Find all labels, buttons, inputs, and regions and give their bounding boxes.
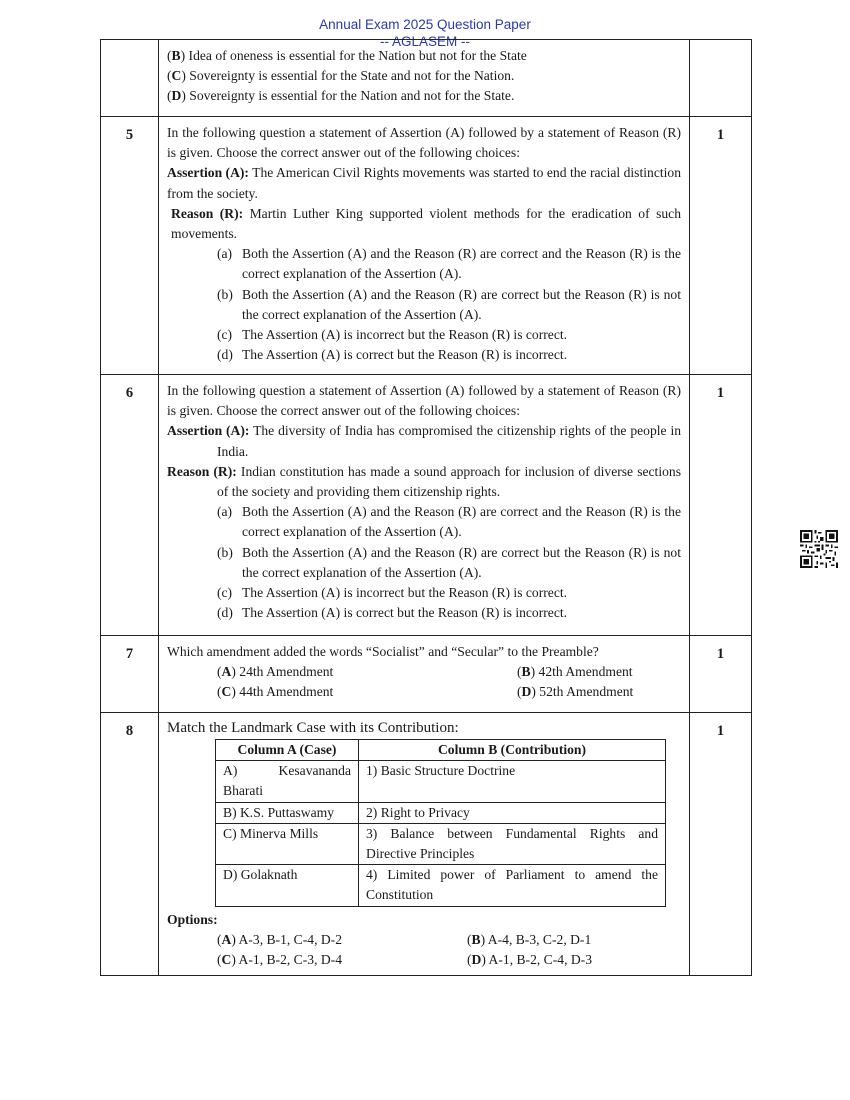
option-b: (B) Idea of oneness is essential for the Nation but not for the State [167,48,527,63]
marks: 1 [690,713,752,976]
option-d: (D) A-1, B-2, C-4, D-3 [467,952,593,968]
option-b: (b) Both the Assertion (A) and the Reason (R) are correct but the Reason (R) is not the correct explanation of the Assertion (A). [217,544,681,580]
case-cell: D) Golaknath [216,865,359,906]
match-table [215,739,666,907]
question-text: Match the Landmark Case with its Contribution: [167,720,459,736]
contribution-cell: 2) Right to Privacy [359,802,666,823]
reason: Reason (R): Martin Luther King supported violent methods for the eradication of such movements. [171,205,681,242]
question-row-5 [101,117,752,375]
contribution-cell: 1) Basic Structure Doctrine [359,761,666,802]
question-row-8 [101,713,752,976]
question-body-6 [159,375,690,636]
question-number-cell [101,40,159,117]
options-row-2 [167,950,681,970]
option-b: (B) 42th Amendment [517,664,633,680]
option-d: (d) The Assertion (A) is correct but the Reason (R) is incorrect. [217,605,568,621]
question-body-8 [159,713,690,976]
question-number: 8 [101,713,159,976]
option-c: (C) Sovereignty is essential for the State and not for the Nation. [167,68,515,84]
options-row-1 [167,930,681,950]
marks: 1 [690,375,752,636]
qr-code-icon[interactable] [800,530,838,568]
match-row [216,823,666,864]
option-d: (D) 52th Amendment [517,684,634,700]
options-row-2 [167,682,681,702]
option-a: (a) Both the Assertion (A) and the Reason (R) are correct and the Reason (R) is the correct explanation of the Assertion (A). [217,246,681,282]
match-header-row [216,740,666,761]
question-body-5 [159,117,690,375]
case-cell: B) K.S. Puttaswamy [216,802,359,823]
option-c: (C) 44th Amendment [217,684,334,700]
option-d: (D) Sovereignty is essential for the Nation and not for the State. [167,88,515,104]
contribution-cell: 3) Balance between Fundamental Rights and Directive Principles [359,823,666,864]
question-intro: In the following question a statement of Assertion (A) followed by a statement of Reason (R) is given. Choose the correct answer out of the following choices: [167,125,681,161]
assertion: Assertion (A): The diversity of India has compromised the citizenship rights of the people in India. [167,423,682,459]
option-a: (A) A-3, B-1, C-4, D-2 [217,931,343,947]
column-a-header: Column A (Case) [216,740,359,761]
option-c: (C) A-1, B-2, C-3, D-4 [217,952,343,968]
marks-cell [690,40,752,117]
match-row [216,802,666,823]
option-a: (A) 24th Amendment [217,664,334,680]
option-c: (c) The Assertion (A) is incorrect but the Reason (R) is correct. [217,327,568,343]
match-row [216,761,666,802]
question-number: 6 [101,375,159,636]
option-c: (c) The Assertion (A) is incorrect but the Reason (R) is correct. [217,585,568,601]
column-b-header: Column B (Contribution) [359,740,666,761]
option-d: (d) The Assertion (A) is correct but the Reason (R) is incorrect. [217,347,568,363]
case-cell: A) Kesavananda Bharati [216,761,359,802]
options-label: Options: [167,911,218,927]
page-header-title: Annual Exam 2025 Question Paper [319,17,531,32]
question-row-4-continued [101,40,752,117]
options-row-1 [167,662,681,682]
assertion: Assertion (A): The American Civil Rights movements was started to end the racial distinction from the society. [167,165,682,201]
question-number: 7 [101,636,159,713]
marks: 1 [690,636,752,713]
question-body-7 [159,636,690,713]
question-number: 5 [101,117,159,375]
option-a: (a) Both the Assertion (A) and the Reason (R) are correct and the Reason (R) is the correct explanation of the Assertion (A). [217,504,681,540]
question-table [100,39,752,976]
option-b: (b) Both the Assertion (A) and the Reason (R) are correct but the Reason (R) is not the correct explanation of the Assertion (A). [217,286,681,322]
match-row [216,865,666,906]
page-header-subtitle: -- AGLASEM -- [379,34,470,49]
question-row-7 [101,636,752,713]
question-body-4 [159,40,690,117]
reason: Reason (R): Indian constitution has made a sound approach for inclusion of diverse sections of the society and providing them citizenship rights. [167,463,681,500]
option-b: (B) A-4, B-3, C-2, D-1 [467,931,592,947]
case-cell: C) Minerva Mills [216,823,359,864]
question-intro: In the following question a statement of Assertion (A) followed by a statement of Reason (R) is given. Choose the correct answer out of the following choices: [167,383,681,419]
question-text: Which amendment added the words “Socialist” and “Secular” to the Preamble? [167,644,599,659]
contribution-cell: 4) Limited power of Parliament to amend the Constitution [359,865,666,906]
question-row-6 [101,375,752,636]
marks: 1 [690,117,752,375]
